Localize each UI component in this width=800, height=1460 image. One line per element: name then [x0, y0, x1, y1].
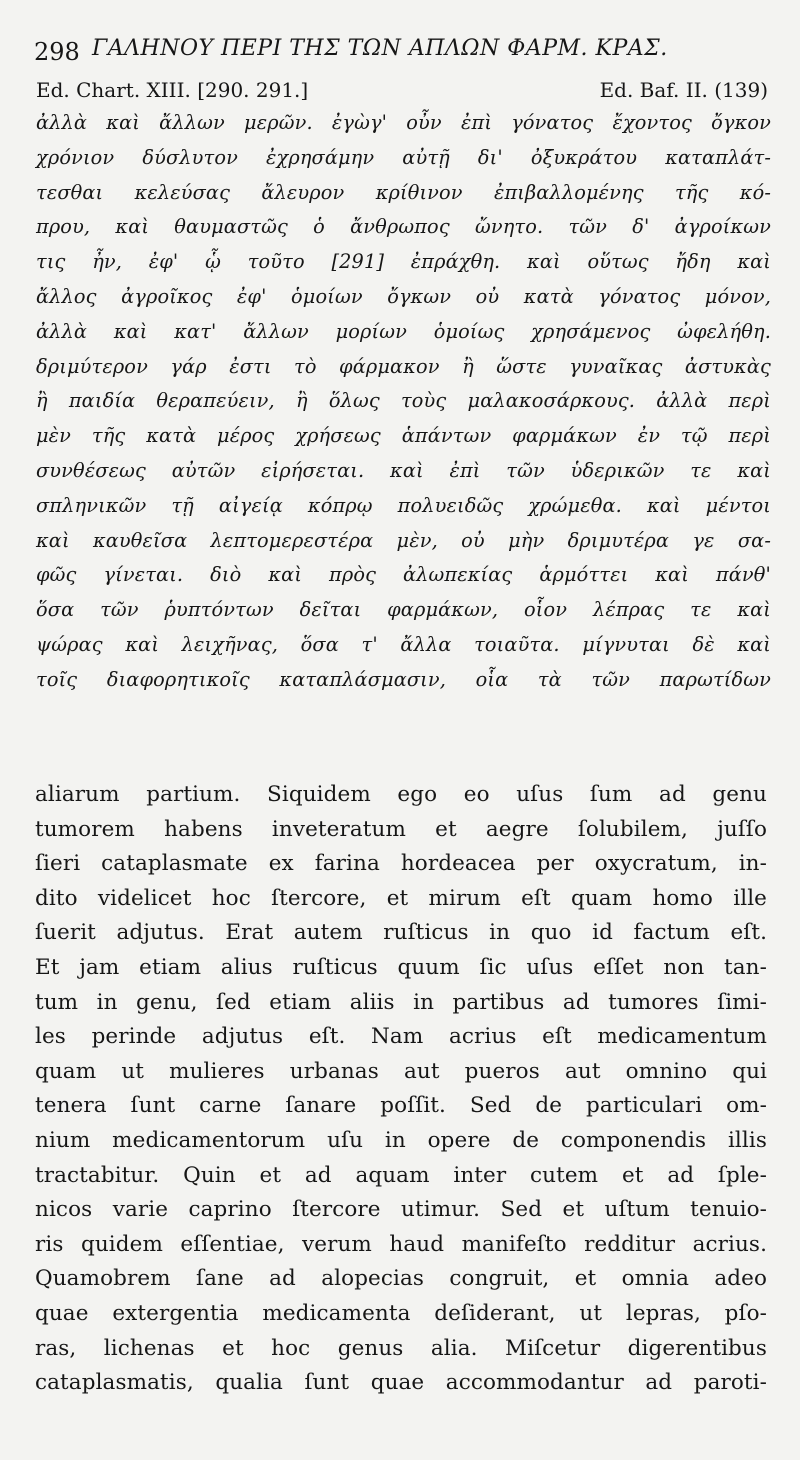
running-head: [34, 30, 774, 70]
latin-text-line: dito videlicet hoc ſtercore, et mirum eſt quam homo ille: [35, 885, 767, 911]
greek-text-line: ἢ παιδία θεραπεύειν, ἢ ὅλως τοὺς μαλακοσάρκους. ἀλλὰ περὶ: [36, 389, 771, 413]
latin-text-line: aliarum partium. Siquidem ego eo uſus ſum ad genu: [35, 782, 767, 807]
latin-text-line: quam ut mulieres urbanas aut pueros aut omnino qui: [35, 1058, 767, 1084]
edition-references: [36, 78, 768, 108]
greek-text-line: ἄλλος ἀγροῖκος ἐφ' ὁμοίων ὄγκων οὐ κατὰ γόνατος μόνον,: [36, 284, 771, 308]
greek-text-line: συνθέσεως αὐτῶν εἰρήσεται. καὶ ἐπὶ τῶν ὑδερικῶν τε καὶ: [36, 458, 771, 482]
greek-text-line: ἀλλὰ καὶ ἄλλων μερῶν. ἐγὼγ' οὖν ἐπὶ γόνατος ἔχοντος ὄγκον: [36, 111, 771, 134]
latin-text-line: nium medicamentorum uſu in opere de componendis illis: [35, 1127, 767, 1153]
greek-text-line: καὶ καυθεῖσα λεπτομερεστέρα μὲν, οὐ μὴν δριμυτέρα γε σα-: [36, 528, 771, 552]
greek-text-line: χρόνιον δύσλυτον ἐχρησάμην αὐτῇ δι' ὀξυκράτου καταπλάτ-: [36, 145, 771, 169]
edition-chart-reference: Ed. Chart. XIII. [290. 291.]: [36, 78, 309, 102]
greek-text-block: [36, 106, 771, 698]
greek-text-line: ψώρας καὶ λειχῆνας, ὅσα τ' ἄλλα τοιαῦτα. μίγνυται δὲ καὶ: [36, 632, 771, 656]
latin-text-block: [35, 778, 767, 1401]
latin-text-line: ſieri cataplasmate ex farina hordeacea per oxycratum, in-: [35, 851, 767, 877]
greek-text-line: σπληνικῶν τῇ αἰγείᾳ κόπρῳ πολυειδῶς χρώμεθα. καὶ μέντοι: [36, 493, 771, 517]
greek-text-line: τοῖς διαφορητικοῖς καταπλάσμασιν, οἷα τὰ τῶν παρωτίδων: [36, 667, 771, 691]
greek-text-line: τεσθαι κελεύσας ἄλευρον κρίθινον ἐπιβαλλομένης τῆς κό-: [36, 180, 771, 204]
greek-text-line: ἀλλὰ καὶ κατ' ἄλλων μορίων ὁμοίως χρησάμενος ὠφελήθη.: [36, 319, 771, 343]
latin-text-line: ras, lichenas et hoc genus alia. Miſcetur digerentibus: [35, 1335, 767, 1361]
page-number: 298: [34, 38, 80, 66]
greek-text-line: μὲν τῆς κατὰ μέρος χρήσεως ἁπάντων φαρμάκων ἐν τῷ περὶ: [36, 424, 771, 448]
latin-text-line: nicos varie caprino ſtercore utimur. Sed et uſtum tenuio-: [35, 1197, 767, 1223]
latin-text-line: tractabitur. Quin et ad aquam inter cutem et ad ſple-: [35, 1162, 767, 1188]
latin-text-line: cataplasmatis, qualia ſunt quae accommodantur ad paroti-: [35, 1370, 767, 1396]
latin-text-line: ſuerit adjutus. Erat autem ruſticus in quo id factum eſt.: [35, 920, 767, 946]
greek-text-line: δριμύτερον γάρ ἐστι τὸ φάρμακον ἢ ὥστε γυναῖκας ἀστυκὰς: [36, 354, 771, 378]
latin-text-line: Quamobrem ſane ad alopecias congruit, et omnia adeo: [35, 1266, 767, 1292]
latin-text-line: Et jam etiam alius ruſticus quum ſic uſus eſſet non tan-: [35, 954, 767, 980]
edition-basel-reference: Ed. Baf. II. (139): [599, 78, 768, 102]
latin-text-line: tenera ſunt carne ſanare poſſit. Sed de particulari om-: [35, 1093, 767, 1119]
latin-text-line: quae extergentia medicamenta deſiderant, ut lepras, pſo-: [35, 1300, 767, 1326]
latin-text-line: tum in genu, ſed etiam aliis in partibus ad tumores ſimi-: [35, 989, 767, 1015]
running-title: ΓΑΛΗΝΟΥ ΠΕΡΙ ΤΗΣ ΤΩΝ ΑΠΛΩΝ ΦΑΡΜ. ΚΡΑΣ.: [92, 36, 668, 61]
greek-text-line: πρου, καὶ θαυμαστῶς ὁ ἄνθρωπος ὤνητο. τῶν δ' ἀγροίκων: [36, 215, 771, 239]
latin-text-line: les perinde adjutus eſt. Nam acrius eſt medicamentum: [35, 1024, 767, 1050]
latin-text-line: tumorem habens inveteratum et aegre ſolubilem, juſſo: [35, 816, 767, 842]
greek-text-line: φῶς γίνεται. διὸ καὶ πρὸς ἀλωπεκίας ἁρμόττει καὶ πάνθ': [36, 563, 771, 587]
latin-text-line: ris quidem eſſentiae, verum haud manifeſto redditur acrius.: [35, 1231, 767, 1257]
greek-text-line: τις ἦν, ἐφ' ᾧ τοῦτο [291] ἐπράχθη. καὶ οὕτως ἤδη καὶ: [36, 250, 771, 274]
greek-text-line: ὅσα τῶν ῥυπτόντων δεῖται φαρμάκων, οἷον λέπρας τε καὶ: [36, 598, 771, 622]
